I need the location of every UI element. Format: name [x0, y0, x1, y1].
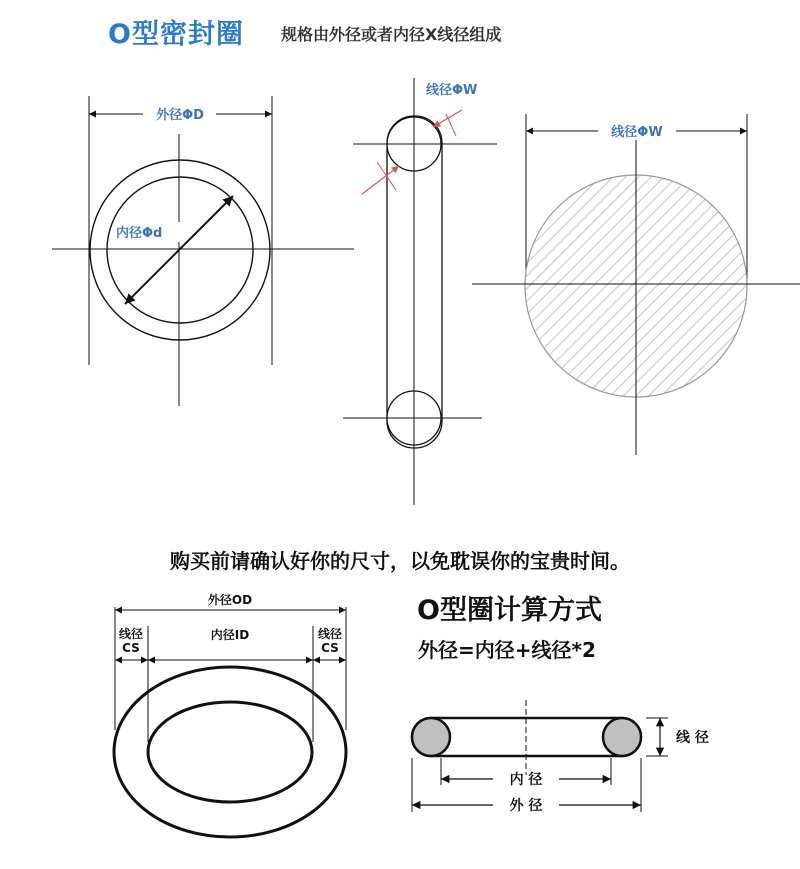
cross-section-diagram [472, 114, 800, 455]
cs-right-line2: CS [321, 641, 339, 655]
section-outer-label: 外 径 [509, 798, 543, 814]
cs-right-line1: 线径 [317, 627, 343, 641]
oval-dimension-diagram [114, 591, 346, 837]
cs-left-line1: 线径 [118, 627, 144, 641]
front-view-diagram [52, 96, 354, 406]
wire-diameter-label-side: 线径ΦW [426, 83, 478, 98]
section-wire-label: 线 径 [676, 730, 709, 746]
inner-diameter-label: 内径Φd [116, 226, 163, 241]
section-inner-label: 内 径 [509, 772, 543, 788]
outer-diameter-label: 外径ΦD [156, 108, 204, 123]
page-title: O型密封圈 [108, 19, 244, 50]
wire-diameter-label-cross: 线径ΦW [611, 125, 663, 140]
cs-left-line2: CS [122, 641, 140, 655]
size-confirm-notice: 购买前请确认好你的尺寸，以免耽误你的宝贵时间。 [170, 549, 630, 573]
side-view-diagram [343, 78, 497, 505]
section-dimension-diagram [412, 700, 709, 814]
calculation-formula: 外径=内径+线径*2 [418, 638, 596, 662]
calculation-title: O型圈计算方式 [417, 595, 602, 626]
page-subtitle: 规格由外径或者内径X线径组成 [281, 25, 502, 44]
id-label: 内径ID [210, 628, 250, 642]
od-label: 外径OD [207, 593, 253, 607]
